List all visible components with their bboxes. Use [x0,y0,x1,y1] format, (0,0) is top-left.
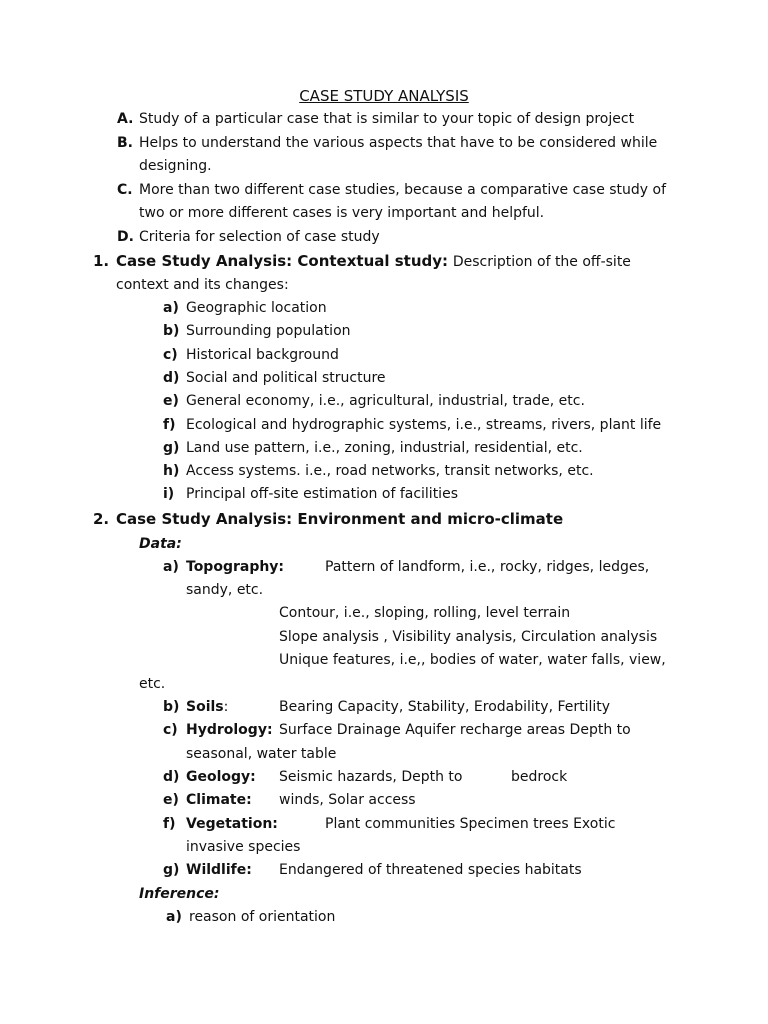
list-item: Principal off-site estimation of facilities [186,486,458,502]
item-text: Surface Drainage Aquifer recharge areas Depth to [279,722,631,738]
inference-label: Inference: [139,886,220,902]
list-item: reason of orientation [189,909,336,925]
item-text: Endangered of threatened species habitats [279,862,582,878]
item-text-continuation: invasive species [186,839,301,855]
list-item: Land use pattern, i.e., zoning, industrial, residential, etc. [186,440,583,456]
section-heading: Case Study Analysis: Environment and micro-climate [116,510,564,528]
item-label: Soils [186,699,224,715]
item-text: Contour, i.e., sloping, rolling, level terrain [279,605,571,621]
list-marker: i) [163,486,175,502]
list-marker: c) [163,722,178,738]
list-marker: a) [163,559,179,575]
list-marker: a) [166,909,182,925]
list-item: Criteria for selection of case study [139,229,380,245]
list-marker: e) [163,792,179,808]
section-description-continuation: context and its changes: [116,277,289,293]
item-text: Pattern of landform, i.e., rocky, ridges, ledges, [325,559,650,575]
list-item: More than two different case studies, because a comparative case study of [139,182,667,198]
list-item: General economy, i.e., agricultural, industrial, trade, etc. [186,393,585,409]
list-marker: B. [117,135,133,151]
list-marker: g) [163,440,180,456]
item-text: Bearing Capacity, Stability, Erodability, Fertility [279,699,611,715]
list-marker: b) [163,323,180,339]
list-marker: a) [163,300,179,316]
list-marker: f) [163,816,176,832]
list-marker: h) [163,463,180,479]
item-label: Wildlife: [186,862,252,878]
item-text-continuation: seasonal, water table [186,746,337,762]
section-number: 1. [93,252,110,270]
item-text-continuation: etc. [139,676,166,692]
list-item: Helps to understand the various aspects that have to be considered while [139,135,658,151]
item-text-continuation: sandy, etc. [186,582,264,598]
list-item: Surrounding population [186,323,351,339]
list-marker: d) [163,370,180,386]
list-item: Historical background [186,347,339,363]
item-text: Slope analysis , Visibility analysis, Circulation analysis [279,629,658,645]
section-number: 2. [93,510,110,528]
item-text: winds, Solar access [279,792,416,808]
list-item: Social and political structure [186,370,386,386]
item-text: Seismic hazards, Depth to [279,769,463,785]
item-text: Unique features, i.e,, bodies of water, water falls, view, [279,652,666,668]
list-marker: b) [163,699,180,715]
list-marker: d) [163,769,180,785]
item-label: Vegetation: [186,816,278,832]
page-title: CASE STUDY ANALYSIS [299,87,469,105]
item-label-colon: : [223,699,229,715]
list-marker: D. [117,229,134,245]
list-item: Study of a particular case that is similar to your topic of design project [139,111,635,127]
item-text: Plant communities Specimen trees Exotic [325,816,616,832]
item-text: bedrock [511,769,568,785]
list-item-continuation: designing. [139,158,212,174]
item-label: Hydrology: [186,722,273,738]
list-marker: c) [163,347,178,363]
list-item: Geographic location [186,300,327,316]
section-description: Description of the off-site [452,254,631,270]
list-item: Access systems. i.e., road networks, transit networks, etc. [186,463,594,479]
list-marker: g) [163,862,180,878]
list-item-continuation: two or more different cases is very important and helpful. [139,205,545,221]
list-marker: f) [163,417,176,433]
section-heading-line [116,251,631,272]
section-heading: Case Study Analysis: Contextual study: [116,252,449,270]
list-marker: A. [117,111,134,127]
item-label: Geology: [186,769,256,785]
list-item: Ecological and hydrographic systems, i.e., streams, rivers, plant life [186,417,662,433]
data-label: Data: [139,536,182,552]
list-marker: e) [163,393,179,409]
list-marker: C. [117,182,133,198]
item-label: Climate: [186,792,252,808]
item-label-line [186,697,228,717]
item-label: Topography: [186,559,285,575]
